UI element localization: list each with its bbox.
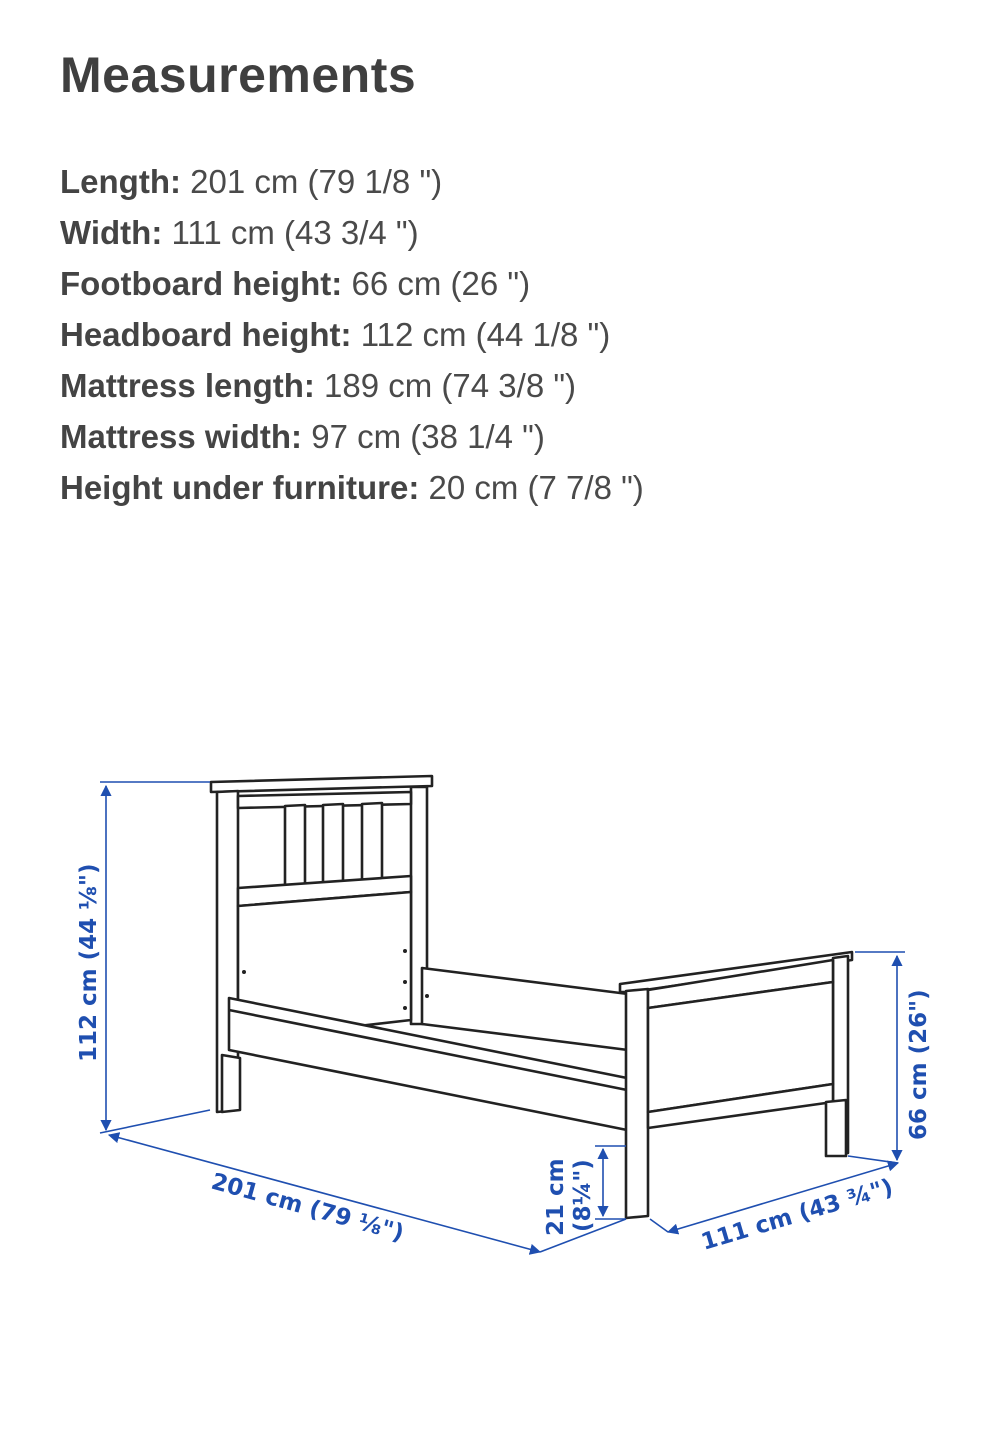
near-left-leg	[222, 1055, 240, 1112]
spec-width: Width: 111 cm (43 3/4 ")	[60, 214, 419, 251]
spec-value: 66 cm (26 ")	[351, 265, 531, 302]
clearance-label-cm: 21 cm	[543, 1158, 569, 1236]
spec-label: Length	[60, 163, 170, 200]
spec-value: 20 cm (7 7/8 ")	[428, 469, 644, 506]
spec-mattress-length: Mattress length: 189 cm (74 3/8 ")	[60, 367, 577, 404]
headboard-slat	[285, 805, 305, 886]
headboard-slat	[323, 804, 343, 883]
spec-label: Mattress length	[60, 367, 304, 404]
footboard-height-label: 66 cm (26")	[906, 989, 932, 1140]
headboard-slat	[362, 803, 382, 881]
spec-label: Mattress width	[60, 418, 292, 455]
spec-value: 201 cm (79 1/8 ")	[190, 163, 443, 200]
spec-headboard-height: Headboard height: 112 cm (44 1/8 ")	[60, 316, 611, 353]
bed-frame-illustration	[211, 776, 852, 1218]
spec-label: Headboard height	[60, 316, 341, 353]
spec-value: 189 cm (74 3/8 ")	[324, 367, 577, 404]
spec-value: 97 cm (38 1/4 ")	[311, 418, 545, 455]
clearance-label-in: (8¼")	[570, 1159, 596, 1232]
spec-value: 111 cm (43 3/4 ")	[171, 214, 419, 251]
length-label: 201 cm (79 ⅛")	[208, 1168, 407, 1247]
spec-footboard-height: Footboard height: 66 cm (26 ")	[60, 265, 531, 302]
headboard-top-rail	[211, 776, 432, 792]
spec-mattress-width: Mattress width: 97 cm (38 1/4 ")	[60, 418, 545, 455]
width-label: 111 cm (43 ¾")	[698, 1174, 896, 1256]
page-title: Measurements	[60, 47, 417, 103]
spec-height-under-furniture: Height under furniture: 20 cm (7 7/8 ")	[60, 469, 644, 506]
length-arrow	[109, 1135, 540, 1252]
bed-dimension-drawing	[0, 760, 1007, 1280]
spec-value: 112 cm (44 1/8 ")	[360, 316, 611, 353]
spec-label: Footboard height	[60, 265, 332, 302]
measurements-list	[60, 156, 644, 513]
footboard-left-post	[626, 989, 648, 1218]
spec-length: Length: 201 cm (79 1/8 ")	[60, 163, 443, 200]
spec-label: Height under furniture	[60, 469, 409, 506]
far-side-rail	[422, 968, 628, 1050]
spec-label: Width	[60, 214, 152, 251]
footboard-right-leg	[826, 1100, 846, 1156]
headboard-height-label: 112 cm (44 ⅛")	[76, 863, 102, 1062]
